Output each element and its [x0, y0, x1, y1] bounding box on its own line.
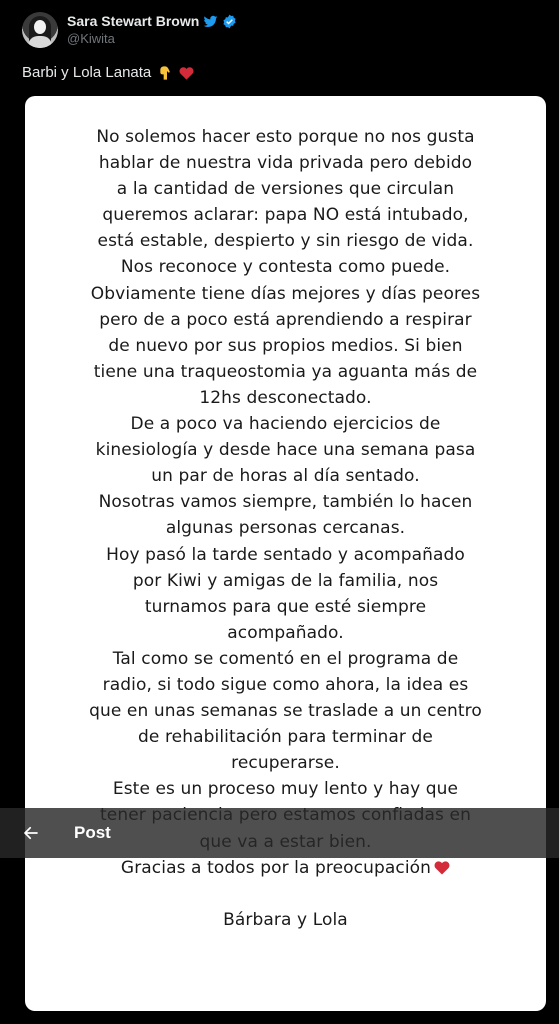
statement-line: De a poco va haciendo ejercicios de	[130, 414, 441, 435]
statement-line: de nuevo por sus propios medios. Si bien	[108, 335, 463, 356]
statement-line: que en unas semanas se traslade a un centro	[89, 701, 482, 722]
statement-line: Nosotras vamos siempre, también lo hacen	[98, 492, 473, 513]
statement-line: Tal como se comentó en el programa de	[112, 648, 459, 669]
tweet-text	[22, 64, 194, 81]
avatar-face	[34, 20, 46, 34]
tweet-header	[0, 0, 559, 60]
statement-line: Hoy pasó la tarde sentado y acompañado	[106, 544, 465, 565]
author-handle[interactable]: @Kiwita	[67, 31, 115, 46]
statement-line: Gracias a todos por la preocupación	[120, 857, 432, 878]
back-arrow-icon[interactable]	[22, 824, 40, 842]
avatar[interactable]	[22, 12, 58, 48]
statement-spacer	[25, 881, 546, 907]
statement-line: kinesiología y desde hace una semana pasa	[95, 440, 476, 461]
statement-line: a la cantidad de versiones que circulan	[116, 179, 455, 200]
statement-image[interactable]	[25, 96, 546, 1011]
statement-line: queremos aclarar: papa NO está intubado,	[102, 205, 469, 226]
statement-line: pero de a poco está aprendiendo a respirar	[99, 309, 472, 330]
red-heart-emoji-icon	[179, 66, 194, 80]
statement-line: Nos reconoce y contesta como puede.	[120, 257, 451, 278]
statement-signature: Bárbara y Lola	[223, 909, 348, 930]
statement-line: acompañado.	[227, 622, 344, 643]
statement-line: recuperarse.	[231, 753, 340, 774]
author-name-row[interactable]	[67, 13, 237, 29]
statement-line: de rehabilitación para terminar de	[138, 727, 433, 748]
statement-line: está estable, despierto y sin riesgo de vida.	[97, 231, 474, 252]
statement-line-with-heart	[25, 855, 546, 881]
statement-line: Este es un proceso muy lento y hay que	[112, 779, 459, 800]
post-overlay-bar	[0, 808, 559, 858]
avatar-body	[28, 36, 52, 48]
statement-line: un par de horas al día sentado.	[151, 466, 420, 487]
statement-line: algunas personas cercanas.	[165, 518, 406, 539]
statement-line: No solemos hacer esto porque no nos gusta	[96, 127, 475, 147]
tweet-text-content: Barbi y Lola Lanata	[22, 64, 152, 81]
statement-line: tiene una traqueostomia ya aguanta más de	[93, 361, 478, 382]
post-title: Post	[74, 823, 111, 842]
twitter-bird-icon	[203, 14, 218, 29]
statement-line: hablar de nuestra vida privada pero debido	[98, 153, 473, 174]
statement-line: radio, si todo sigue como ahora, la idea es	[102, 674, 469, 695]
statement-line: turnamos para que esté siempre	[144, 596, 427, 617]
verified-badge-icon	[222, 14, 237, 29]
pointing-down-emoji-icon	[157, 65, 173, 81]
statement-line: por Kiwi y amigas de la familia, nos	[132, 570, 439, 591]
statement-line: Obviamente tiene días mejores y días peores	[90, 283, 481, 304]
statement-line: 12hs desconectado.	[199, 387, 372, 408]
red-heart-emoji-icon	[434, 860, 450, 875]
author-name[interactable]: Sara Stewart Brown	[67, 13, 200, 29]
